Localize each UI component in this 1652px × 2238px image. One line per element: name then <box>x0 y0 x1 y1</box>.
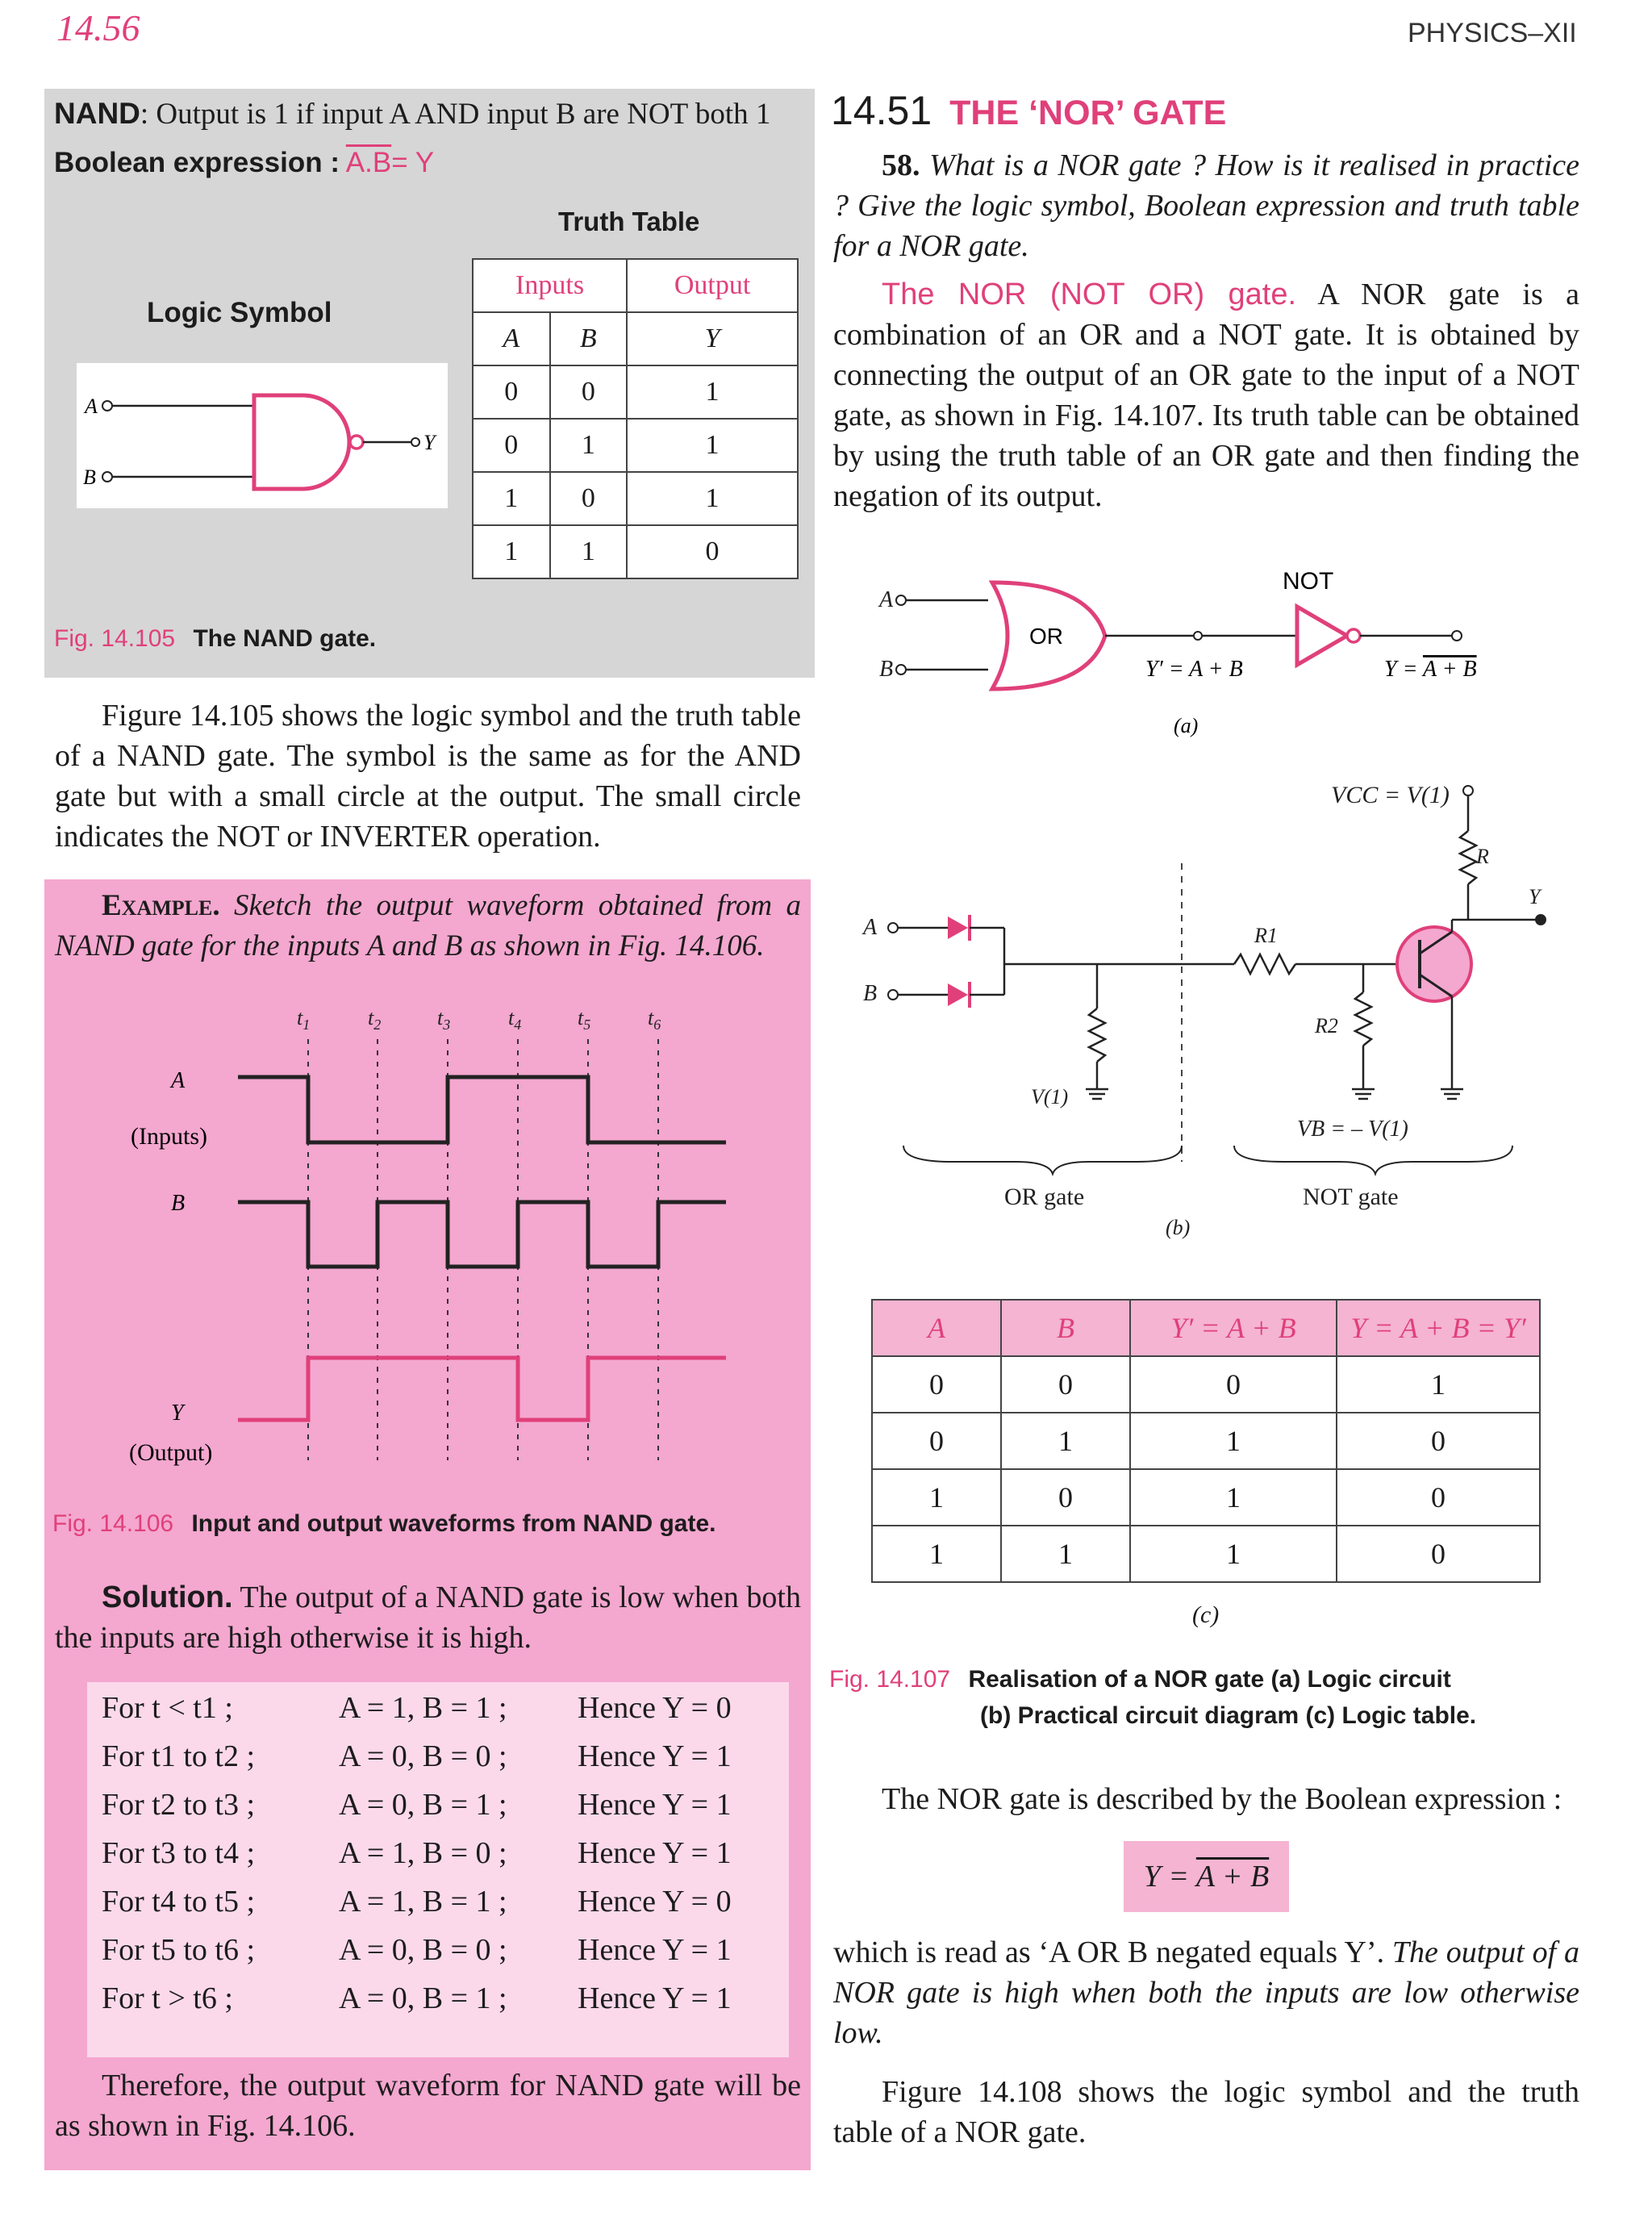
waveform-a <box>238 1077 726 1142</box>
row-time: For t2 to t3 ; <box>102 1788 256 1822</box>
table-row <box>473 419 798 472</box>
fig-107-label: Fig. 14.107 <box>829 1666 951 1693</box>
diode-b <box>948 983 968 1006</box>
nor-read-as <box>833 1932 1579 2053</box>
nand-definition-text: : Output is 1 if input A AND input B are NOT both 1 <box>140 98 771 131</box>
question-text: What is a NOR gate ? How is it realised in practice ? Give the logic symbol, Boolean expression and truth table for a NOR gate. <box>833 148 1580 263</box>
output-y-terminal <box>1535 914 1546 925</box>
cell: 1 <box>1130 1413 1337 1469</box>
col-a-header: A <box>872 1300 1001 1356</box>
cell: 1 <box>550 525 628 578</box>
nand-input-a-label: A <box>85 395 98 418</box>
output-header: Output <box>627 259 798 312</box>
row-result: Hence Y = 1 <box>578 1981 732 2015</box>
not-brace <box>1234 1146 1512 1174</box>
fig-106-label: Fig. 14.106 <box>52 1510 174 1537</box>
row-result: Hence Y = 1 <box>578 1836 732 1870</box>
intermediate-terminal <box>1194 632 1202 640</box>
input-b-terminal <box>888 990 898 1000</box>
wave-b-label: B <box>171 1191 186 1216</box>
table-row <box>473 525 798 578</box>
input-a-terminal <box>888 923 898 933</box>
or-input-a-terminal <box>896 595 906 605</box>
or-input-b-terminal <box>896 665 906 674</box>
waveform-y <box>238 1358 726 1420</box>
collector-resistor <box>1460 831 1476 884</box>
fig-106-caption <box>52 1510 715 1538</box>
section-number: 14.51 <box>831 88 932 133</box>
row-time: For t4 to t5 ; <box>102 1885 256 1919</box>
cell: 0 <box>1001 1356 1130 1413</box>
nand-output-label: Y <box>423 431 436 454</box>
r-label: R <box>1476 845 1489 868</box>
y-output-label: Y = A + B <box>1384 657 1477 682</box>
read-as-text-2: The output of a NOR gate is high when both the inputs are low otherwise low. <box>833 1935 1579 2050</box>
input-a-label: A <box>863 915 878 940</box>
waveform-b <box>238 1202 726 1267</box>
fig-105-label: Fig. 14.105 <box>54 625 176 652</box>
row-inputs: A = 0, B = 0 ; <box>339 1933 507 1967</box>
vcc-terminal <box>1463 786 1473 795</box>
table-row <box>872 1356 1540 1413</box>
diode-a <box>948 916 968 939</box>
example-label: Example. <box>102 889 220 922</box>
row-inputs: A = 0, B = 1 ; <box>339 1981 507 2015</box>
time-label-t4: $t_4$ <box>508 1006 522 1033</box>
table-row <box>872 1526 1540 1582</box>
fig-a-label: (a) <box>1174 714 1199 737</box>
cell: 0 <box>1130 1356 1337 1413</box>
cell: 1 <box>627 419 798 472</box>
cell: 1 <box>1337 1356 1540 1413</box>
nor-boolean-intro: The NOR gate is described by the Boolean expression : <box>882 1782 1562 1816</box>
output-terminal <box>411 438 419 446</box>
example-statement <box>55 886 801 967</box>
logic-symbol-title: Logic Symbol <box>147 297 332 328</box>
inputs-header: Inputs <box>473 259 627 312</box>
or-resistor <box>1089 1008 1105 1062</box>
table-row <box>872 1469 1540 1526</box>
col-y-header: Y <box>627 312 798 365</box>
yprime-label: Y′ = A + B <box>1145 657 1243 682</box>
formula-rhs: A + B <box>1195 1860 1270 1894</box>
wave-a-label: A <box>171 1068 186 1093</box>
boolean-label: Boolean expression : <box>54 147 340 178</box>
fig-107-text-2: (b) Practical circuit diagram (c) Logic table. <box>980 1702 1477 1729</box>
nor-output-terminal <box>1452 631 1462 641</box>
r1-resistor <box>1234 954 1295 974</box>
row-result: Hence Y = 1 <box>578 1739 732 1773</box>
nor-logic-table <box>871 1299 1541 1583</box>
nor-boolean-formula <box>1124 1841 1289 1912</box>
nor-closing: Figure 14.108 shows the logic symbol and the truth table of a NOR gate. <box>833 2075 1579 2149</box>
solution-text: The output of a NAND gate is low when both the inputs are high otherwise it is high. <box>55 1580 801 1655</box>
fig-105-caption <box>54 625 376 653</box>
row-inputs: A = 0, B = 0 ; <box>339 1739 507 1773</box>
not-gate-body <box>1297 607 1347 665</box>
row-result: Hence Y = 1 <box>578 1788 732 1822</box>
question <box>833 145 1579 266</box>
nand-definition <box>54 97 770 132</box>
table-row <box>872 1413 1540 1469</box>
row-result: Hence Y = 0 <box>578 1691 732 1725</box>
fig-a-input-a: A <box>879 587 894 612</box>
row-time: For t < t1 ; <box>102 1691 233 1725</box>
time-label-t6: $t_6$ <box>648 1006 661 1033</box>
nand-truth-table <box>472 258 799 579</box>
and-gate-body <box>254 395 349 489</box>
row-time: For t1 to t2 ; <box>102 1739 256 1773</box>
example-text: Sketch the output waveform obtained from a NAND gate for the inputs A and B as shown in Fig. 14.106. <box>55 889 801 962</box>
col-yprime-header: Y′ = A + B <box>1130 1300 1337 1356</box>
nand-boolean <box>54 147 434 179</box>
cell: 1 <box>473 525 550 578</box>
row-time: For t3 to t4 ; <box>102 1836 256 1870</box>
fig-105-text: The NAND gate. <box>193 625 377 652</box>
r2-label: R2 <box>1315 1014 1338 1038</box>
definition-text: A NOR gate is a combination of an OR and a NOT gate. It is obtained by connecting the output of an OR gate to the input of a NOT gate, as shown in Fig. 14.107. Its truth table can be obtained by using the truth table of an OR gate and then finding the negation of its output. <box>833 278 1579 513</box>
formula-lhs: Y = <box>1143 1860 1196 1894</box>
time-label-t3: $t_3$ <box>437 1006 451 1033</box>
row-result: Hence Y = 1 <box>578 1933 732 1967</box>
fig-106-text: Input and output waveforms from NAND gate. <box>191 1510 716 1537</box>
cell: 1 <box>1130 1469 1337 1526</box>
cell: 0 <box>550 365 628 419</box>
table-row <box>473 365 798 419</box>
col-b-header: B <box>1001 1300 1130 1356</box>
transistor <box>1397 927 1471 1001</box>
question-number: 58. <box>882 148 920 182</box>
row-inputs: A = 0, B = 1 ; <box>339 1788 507 1822</box>
cell: 0 <box>473 419 550 472</box>
wave-y-label: Y <box>171 1401 184 1426</box>
time-label-t1: $t_1$ <box>297 1006 311 1033</box>
nand-label: NAND <box>54 97 140 130</box>
not-gate-caption: NOT gate <box>1303 1184 1399 1210</box>
cell: 1 <box>1130 1526 1337 1582</box>
cell: 0 <box>872 1356 1001 1413</box>
vcc-label: VCC = V(1) <box>1331 782 1450 808</box>
cell: 1 <box>872 1469 1001 1526</box>
cell: 0 <box>473 365 550 419</box>
nor-practical-circuit <box>855 766 1565 1251</box>
col-y-header: Y = A + B = Y′ <box>1337 1300 1540 1356</box>
ground-3 <box>1441 1089 1463 1099</box>
row-time: For t5 to t6 ; <box>102 1933 256 1967</box>
table-row <box>473 472 798 525</box>
or-gate-label: OR <box>1029 624 1063 649</box>
row-inputs: A = 1, B = 0 ; <box>339 1836 507 1870</box>
or-brace <box>903 1146 1182 1174</box>
waveform-diagram <box>81 1000 758 1484</box>
paragraph-fig-105: Figure 14.105 shows the logic symbol and the truth table of a NAND gate. The symbol is the same as for the AND gate but with a small circle at the output. The small circle indicates the NOT or INVERTER operation. <box>55 699 801 854</box>
time-label-t5: $t_5$ <box>578 1006 591 1033</box>
definition-term: The NOR (NOT OR) gate. <box>882 278 1297 311</box>
conclusion: Therefore, the output waveform for NAND gate will be as shown in Fig. 14.106. <box>55 2069 801 2143</box>
cell: 1 <box>473 472 550 525</box>
row-inputs: A = 1, B = 1 ; <box>339 1691 507 1725</box>
cell: 0 <box>550 472 628 525</box>
wave-inputs-label: (Inputs) <box>131 1123 207 1150</box>
cell: 0 <box>1337 1413 1540 1469</box>
cell: 1 <box>1001 1413 1130 1469</box>
cell: 0 <box>627 525 798 578</box>
row-result: Hence Y = 0 <box>578 1885 732 1919</box>
boolean-rhs: = Y <box>391 147 435 178</box>
fig-b-label: (b) <box>1166 1216 1191 1239</box>
fig-a-input-b: B <box>879 657 894 682</box>
cell: 0 <box>1337 1526 1540 1582</box>
nand-symbol <box>77 363 448 508</box>
fig-c-label: (c) <box>1192 1601 1220 1628</box>
or-gate-caption: OR gate <box>1004 1184 1085 1210</box>
book-title: PHYSICS–XII <box>1408 18 1577 48</box>
input-b-label: B <box>863 981 878 1006</box>
not-gate-title: NOT <box>1283 568 1334 595</box>
cell: 1 <box>1001 1526 1130 1582</box>
col-b-header: B <box>550 312 628 365</box>
nor-logic-circuit <box>871 557 1508 750</box>
section-title: THE ‘NOR’ GATE <box>949 94 1227 132</box>
row-inputs: A = 1, B = 1 ; <box>339 1885 507 1919</box>
time-label-t2: $t_2$ <box>368 1006 382 1033</box>
wave-output-label: (Output) <box>129 1439 213 1466</box>
truth-table-title: Truth Table <box>558 207 700 236</box>
read-as-text: which is read as ‘A OR B negated equals Y’. <box>833 1935 1385 1969</box>
fig-107-text-1: Realisation of a NOR gate (a) Logic circuit <box>968 1666 1451 1693</box>
input-b-terminal <box>102 472 112 482</box>
input-a-terminal <box>102 401 112 411</box>
page-number: 14.56 <box>56 7 140 48</box>
v1-label: V(1) <box>1031 1085 1069 1109</box>
y-label: Y <box>1529 885 1541 908</box>
cell: 1 <box>872 1526 1001 1582</box>
row-time: For t > t6 ; <box>102 1981 233 2015</box>
vb-label: VB = – V(1) <box>1297 1117 1408 1142</box>
cell: 0 <box>1001 1469 1130 1526</box>
nand-input-b-label: B <box>83 466 96 489</box>
col-a-header: A <box>473 312 550 365</box>
r2-resistor <box>1355 992 1371 1046</box>
cell: 1 <box>627 365 798 419</box>
cell: 1 <box>550 419 628 472</box>
boolean-expr: A.B <box>345 147 392 178</box>
ground-1 <box>1086 1089 1108 1099</box>
nor-definition <box>833 274 1579 516</box>
fig-107-caption <box>829 1666 1451 1693</box>
r1-label: R1 <box>1254 924 1278 947</box>
solution-label: Solution. <box>102 1580 233 1614</box>
cell: 0 <box>1337 1469 1540 1526</box>
inverter-bubble <box>350 436 363 449</box>
section-heading <box>831 87 1226 134</box>
nand-definition-box <box>44 89 815 678</box>
cell: 0 <box>872 1413 1001 1469</box>
cell: 1 <box>627 472 798 525</box>
solution <box>55 1577 801 1658</box>
ground-2 <box>1352 1089 1375 1099</box>
not-bubble <box>1347 629 1360 642</box>
solution-list <box>87 1682 789 2057</box>
